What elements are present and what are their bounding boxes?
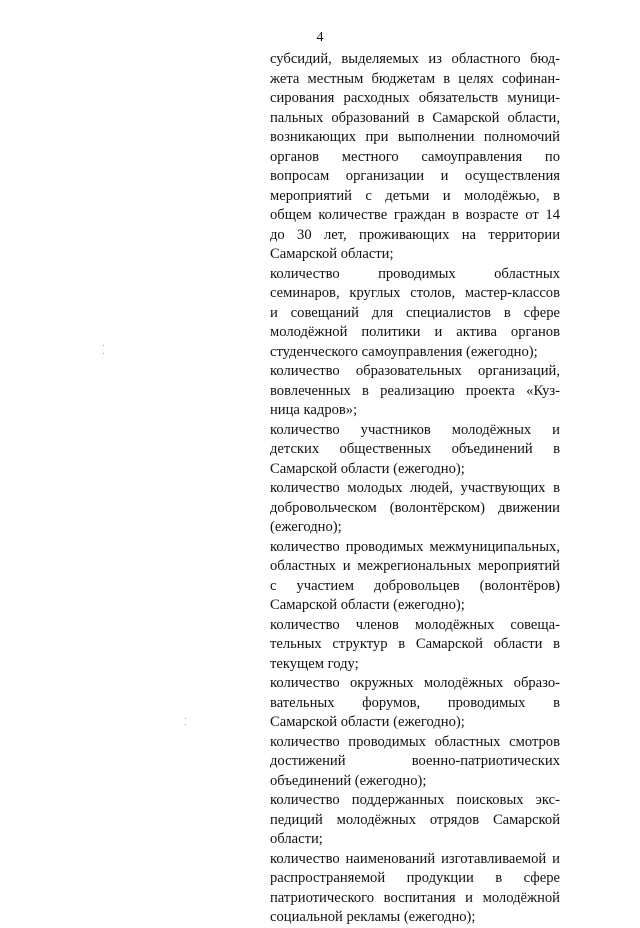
text-line: количество наименований изготавливаемой и <box>270 850 560 867</box>
text-line: объединений (ежегодно); <box>270 772 427 789</box>
page-number: 4 <box>316 30 324 45</box>
text-line: патриотического воспитания и молодёжной <box>270 889 560 906</box>
text-line: детских общественных объединений в <box>270 441 560 457</box>
text-line: количество окружных молодёжных образо- <box>270 675 560 691</box>
text-line: количество проводимых областных <box>270 265 560 282</box>
text-line: социальной рекламы (ежегодно); <box>270 909 476 925</box>
text-line: тельных структур в Самарской области в <box>270 636 560 652</box>
text-line: области; <box>270 831 323 847</box>
scan-speck <box>103 345 104 346</box>
text-line: до 30 лет, проживающих на территории <box>270 226 560 243</box>
text-line: субсидий, выделяемых из областного бюд- <box>270 51 560 67</box>
scan-speck <box>103 353 104 354</box>
scan-speck <box>185 718 186 719</box>
text-line: распространяемой продукции в сфере <box>270 870 560 886</box>
document-text <box>270 50 560 928</box>
text-line: жета местным бюджетам в целях софинан- <box>270 70 560 87</box>
text-line: (ежегодно); <box>270 519 342 535</box>
text-line: общем количестве граждан в возрасте от 14 <box>270 207 560 223</box>
text-line: с участием добровольцев (волонтёров) <box>270 577 560 594</box>
scan-speck <box>185 724 186 725</box>
text-line: студенческого самоуправления (ежегодно); <box>270 343 538 360</box>
text-line: Самарской области; <box>270 246 394 262</box>
text-line: Самарской области (ежегодно); <box>270 597 465 613</box>
text-line: и совещаний для специалистов в сфере <box>270 304 560 321</box>
text-line: молодёжной политики и актива органов <box>270 324 560 340</box>
text-line: Самарской области (ежегодно); <box>270 460 465 477</box>
text-line: текущем году; <box>270 655 359 672</box>
text-line: добровольческом (волонтёрском) движении <box>270 499 560 516</box>
text-line: возникающих при выполнении полномочий <box>270 129 560 145</box>
text-line: количество проводимых межмуниципальных, <box>270 538 560 555</box>
text-line: мероприятий с детьми и молодёжью, в <box>270 187 560 204</box>
text-line: количество участников молодёжных и <box>270 421 560 438</box>
text-line: достижений военно-патриотических <box>270 753 560 769</box>
text-line: количество молодых людей, участвующих в <box>270 480 560 496</box>
text-line: семинаров, круглых столов, мастер-классов <box>270 285 560 301</box>
text-line: ница кадров»; <box>270 402 358 418</box>
text-line: количество членов молодёжных совеща- <box>270 616 560 633</box>
text-line: пальных образований в Самарской области, <box>270 109 560 126</box>
text-line: педиций молодёжных отрядов Самарской <box>270 811 560 828</box>
text-line: вательных форумов, проводимых в <box>270 694 560 711</box>
text-line: количество образовательных организаций, <box>270 363 560 379</box>
text-line: вовлеченных в реализацию проекта «Куз- <box>270 382 560 399</box>
text-line: областных и межрегиональных мероприятий <box>270 558 560 574</box>
text-line: Самарской области (ежегодно); <box>270 714 465 730</box>
text-line: вопросам организации и осуществления <box>270 168 560 184</box>
text-line: органов местного самоуправления по <box>270 148 560 165</box>
text-line: количество поддержанных поисковых экс- <box>270 792 560 808</box>
text-line: сирования расходных обязательств муници- <box>270 90 560 106</box>
text-line: количество проводимых областных смотров <box>270 733 560 750</box>
